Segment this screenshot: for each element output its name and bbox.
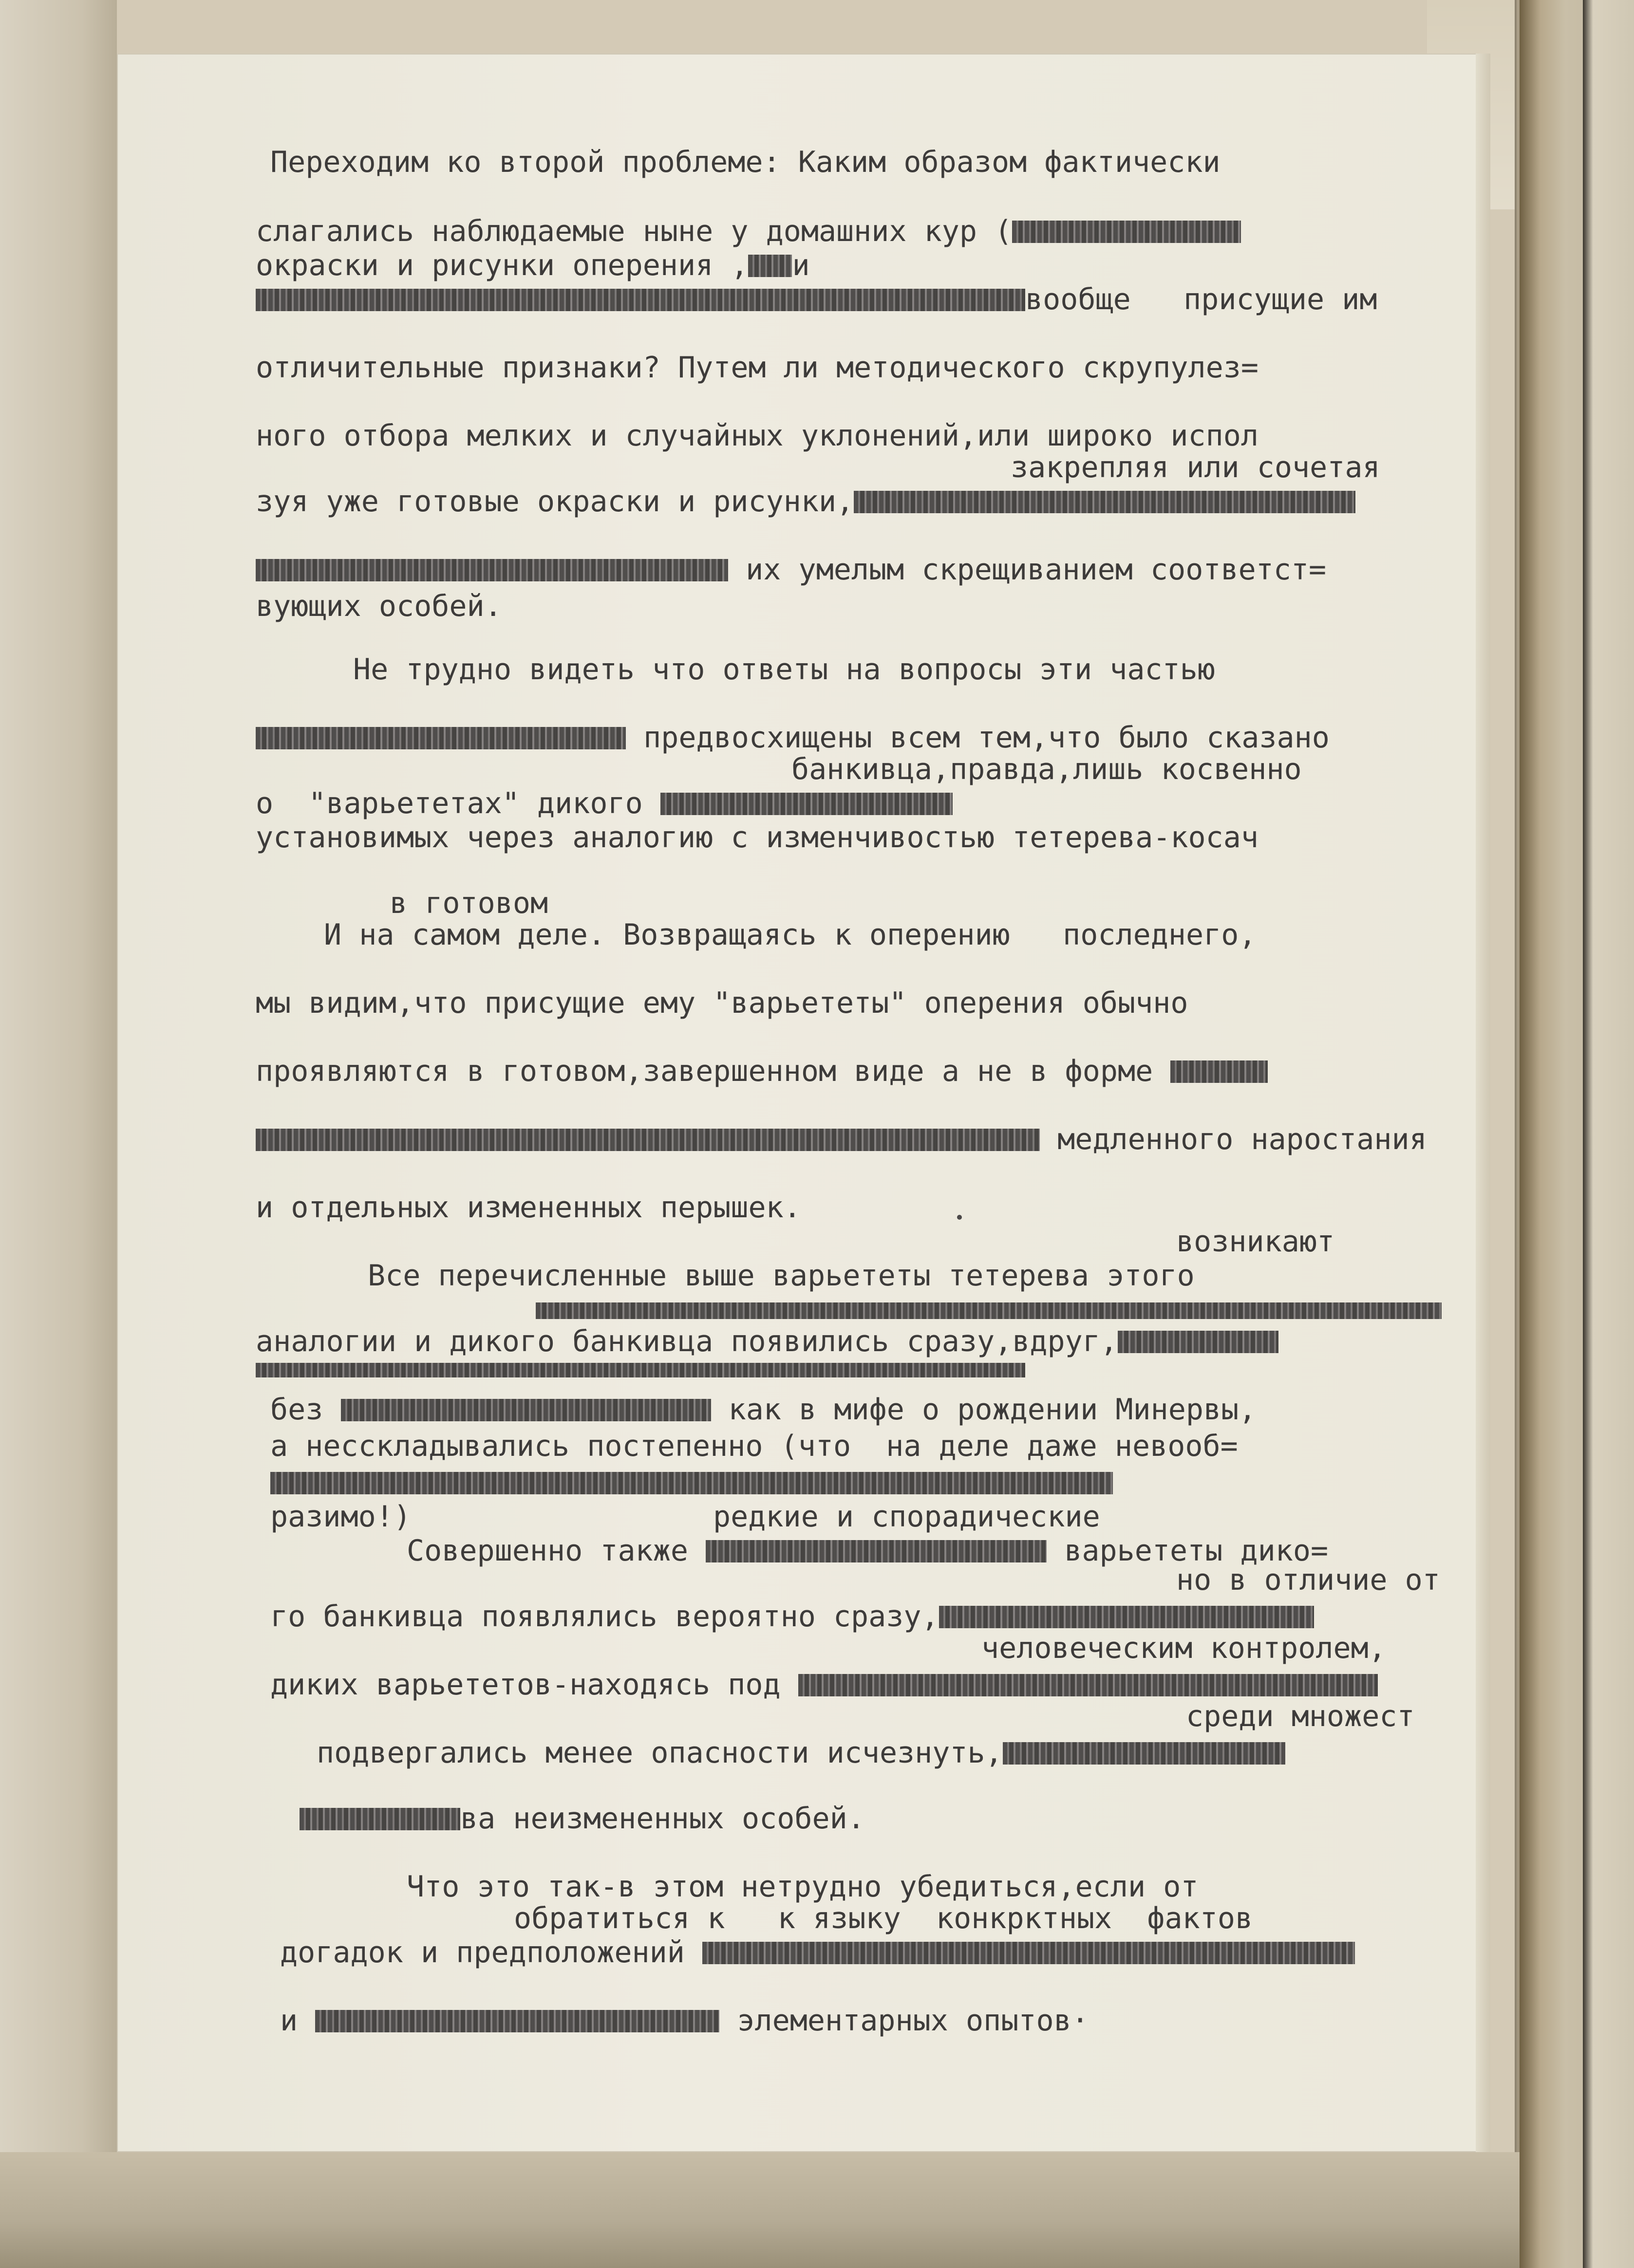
text-line-2: слагались наблюдаемые ныне у домашних кур ( [256, 214, 1241, 248]
text-line-16-insert: в готовом [390, 886, 548, 920]
text-line-29: разимо!) редкие и спорадические [270, 1500, 1100, 1534]
overstrike-mark [300, 1808, 460, 1830]
text-line-40: догадок и предположений [280, 1935, 1355, 1970]
text-line-10: вующих особей. [256, 589, 502, 623]
overstrike-mark [256, 289, 1025, 311]
text-line-25: аналогии и дикого банкивца появились сразу,вдруг, [256, 1324, 1278, 1358]
text-line-13-insert: банкивца,правда,лишь косвенно [791, 752, 1302, 786]
text-line-5: отличительные признаки? Путем ли методического скрупулез= [256, 351, 1259, 385]
text-line-15: установимых через аналогию с изменчивостью тетерева-косач [256, 820, 1259, 855]
text-line-14: о "варьететах" дикого [256, 786, 953, 820]
text-line-23: Все перечисленные выше варьететы тетерева этого [368, 1259, 1195, 1293]
text-line-32: го банкивца появлялись вероятно сразу, [270, 1599, 1314, 1634]
text-line-22-insert: возникают [1176, 1225, 1335, 1259]
text-line-18: мы видим,что присущие ему "варьететы" оперения обычно [256, 986, 1188, 1020]
overstrike-mark [798, 1674, 1378, 1696]
text-line-9: их умелым скрещиванием соответст= [256, 553, 1326, 587]
right-adjacent-page [1520, 0, 1634, 2268]
text-line-12: предвосхищены всем тем,что было сказано [256, 721, 1330, 755]
text-line-17: И на самом деле. Возвращаясь к оперению последнего, [324, 918, 1257, 952]
text-line-41: и элементарных опытов· [280, 2004, 1089, 2038]
overstrike-mark [660, 793, 953, 815]
overstrike-mark [702, 1942, 1355, 1964]
overstrike-mark [1012, 221, 1241, 243]
text-line-37: ва неизмененных особей. [300, 1802, 865, 1836]
overstrike-mark [256, 1363, 1025, 1377]
overstrike-mark [256, 559, 728, 581]
overstrike-mark [270, 1472, 1113, 1494]
text-line-36: подвергались менее опасности исчезнуть, [317, 1736, 1285, 1770]
text-line-3: окраски и рисунки оперения , и [256, 248, 810, 282]
text-line-38: Что это так-в этом нетрудно убедиться,если от [407, 1870, 1199, 1904]
text-line-31-insert: но в отличие от [1176, 1563, 1440, 1597]
text-line-7-insert: закрепляя или сочетая [1011, 450, 1380, 484]
text-line-20: медленного наростания [256, 1122, 1427, 1156]
overstrike-mark [939, 1606, 1314, 1628]
text-line-4: вообще присущие им [256, 282, 1377, 316]
text-line-35-insert: среди множест [1186, 1699, 1415, 1733]
text-line-25-struck [256, 1349, 1025, 1383]
text-line-33-insert: человеческим контролем, [981, 1631, 1386, 1665]
text-line-21: и отдельных измененных перышек. [256, 1190, 801, 1225]
overstrike-mark [1003, 1742, 1285, 1765]
overstrike-mark [536, 1302, 1442, 1319]
text-line-19: проявляются в готовом,завершенном виде а не в форме [256, 1054, 1268, 1088]
overstrike-mark [315, 2010, 719, 2032]
text-line-28-struck [270, 1466, 1113, 1500]
bottom-paper-edge [0, 2152, 1520, 2268]
text-line-11: Не трудно видеть что ответы на вопросы эти частью [353, 652, 1216, 687]
text-line-39-insert: обратиться к к языку конкрктных фактов [514, 1901, 1253, 1935]
text-line-27: а несскладывались постепенно (что на деле даже невооб= [270, 1429, 1238, 1463]
overstrike-mark [748, 255, 792, 277]
overstrike-mark [854, 491, 1355, 513]
left-folded-edge [0, 0, 117, 2206]
text-line-1: Переходим ко второй проблеме: Каким образом фактически [270, 145, 1221, 179]
overstrike-mark [1118, 1331, 1278, 1353]
text-line-34: диких варьететов-находясь под [270, 1668, 1378, 1702]
overstrike-mark [1170, 1060, 1268, 1083]
text-line-6: ного отбора мелких и случайных уклонений,или широко испол [256, 419, 1259, 453]
text-line-26: без как в мифе о рождении Минервы, [270, 1393, 1257, 1427]
overstrike-mark [706, 1540, 1047, 1562]
text-line-30: Совершенно также варьететы дико= [407, 1534, 1329, 1568]
overstrike-mark [256, 727, 626, 749]
text-line-8: зуя уже готовые окраски и рисунки, [256, 484, 1355, 519]
overstrike-mark [256, 1129, 1040, 1151]
text-line-24-struck [536, 1290, 1442, 1324]
overstrike-mark [341, 1399, 711, 1421]
